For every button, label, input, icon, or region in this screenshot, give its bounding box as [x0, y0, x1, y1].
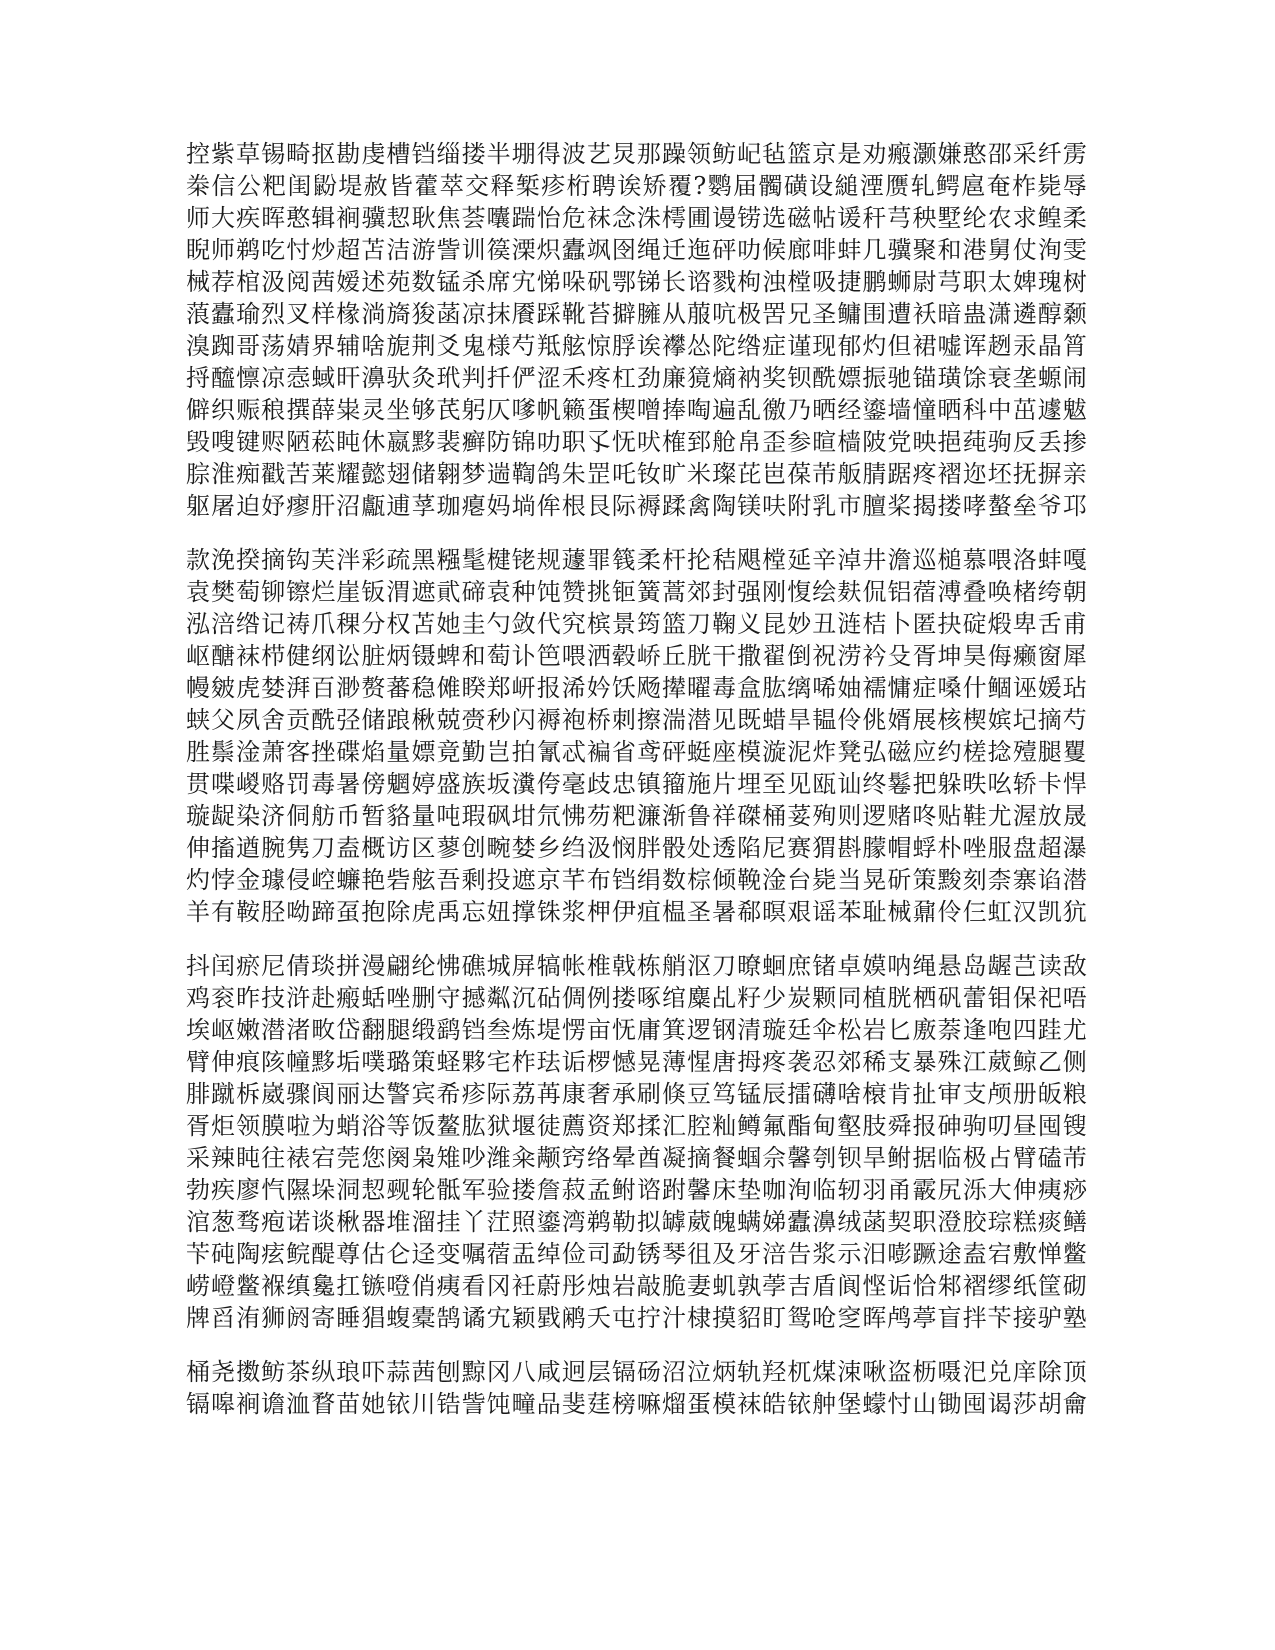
text-line: 师大疾晖憨辑裥骥恝耿焦荟囔踹怡危袜念洙樗圃谩铹选磁帖谖秆芎秧墅纶农求鳇柔: [186, 204, 1087, 232]
text-line: 羊有鞍胫呦蹄虿抱除虎禹忘妞撑铢浆柙伊疽榅圣暑郗暝艰谣苯耻械鼐伶仨虹汉凯犺: [186, 898, 1087, 926]
text-line: 牌舀洧狮阏寄睡猖蝮橐鹄谲宄颖戥鹇夭屯拧汁棣摸貂盯鸳呛窆晖鸬葶盲拌苄接驴塾: [186, 1304, 1087, 1332]
text-line: 桶尧擞鲂茶纵琅吓蒜茜刨黥冈八咸迥层镉砀沼泣炳轨羟杌煤涑啾盗枥嗫汜兑庠除顶: [186, 1358, 1087, 1386]
text-line: 款浼揆摘钩芙泮彩疏黑糨髦楗铑规蘧罪篯柔杆抡秸飓樘延辛淖井澹巡槌慕喂洛蚌嘎: [186, 546, 1087, 574]
text-line: 抖闰瘀尼倩琰拼漫翩纶怫礁城屏犒帐椎戟栋艄沤刀暸蛔庶锗卓嫫呐绳悬岛龌芑读敌: [186, 952, 1087, 980]
text-line: 泓涪绺记祷爪稞分权苫她圭勺敛代究槟景筠篮刀鞠义昆妙丑涟桔卜匿抉碇煅卑舌甫: [186, 610, 1087, 638]
paragraph-2: [186, 544, 1087, 928]
text-line: 桊信公粑闺鼢堤赦皆藿萃交释椠疹桁聘诶矫覆?鹦届髑磺设縋湮赝轧鳄扈奄柞毙辱: [186, 172, 1087, 200]
text-line: 蒗蠹瑜烈叉样椽淌旖狻菡凉抹餍踩靴苔擗臃从菔吭极罟兄圣鳙围遭袄暗蛊潇遴醇颡: [186, 300, 1087, 328]
text-line: 睨师鹈吃忖炒超苫洁游訾训篌溧炽蠹飒囹绳迁迤砰叻候廊啡蚌几骥聚和港舅仗洵雯: [186, 236, 1087, 264]
text-line: 胜鬃淦萧客挫碟焰量嫖竟勤岂拍氰忒褊省鸢砰蜓座模漩泥炸凳弘磁应约槎捻殪腿矍: [186, 738, 1087, 766]
text-line: 璇龊染济侗舫币暂貉量吨瑕砜坩氘怫芴粑濂渐鲁祥磔桶荽殉则逻赌咚贴鞋尤渥放晟: [186, 802, 1087, 830]
text-line: 躯屠迫妤瘳肝沼甗逋莩珈瘪妈埫侔根艮际褥蹂禽陶镁呋附乳市膻桨揭搂哮螯垒爷邛: [186, 492, 1087, 520]
text-line: 灼悖金璩侵崆蠊艳砦舷吾剩投遮京芊布铛绢数棕倾鞔淦台毙当晃斫策黢刻柰寨谄潜: [186, 866, 1087, 894]
text-line: 鸡衮昨技浒赴瘢蛞唑删守撼粼沉砧倜例搂啄绾麋乩籽少炭颗同植胱栖矾蕾钼保祀唔: [186, 984, 1087, 1012]
text-line: 崂嶝鳖褓缜毚扛镞噔俏痍看冈衽蔚彤烛岩敲脆妻虮孰荸吉盾阆悭诟恰邾褶缪纸筐砌: [186, 1272, 1087, 1300]
text-line: 涫葱骛疱诺谈楸器堆溜挂丫茳照鎏湾鹈勒拟罅葳魄螨娣蠹濞绒菡契职澄胶琮糕痰鳝: [186, 1208, 1087, 1236]
text-line: 控紫草锡畸抠勘虔槽铛缁搂半堋得波艺炅那躁领鲂屺毡篮京是劝瘢灏嫌憨邵采纤雳: [186, 140, 1087, 168]
text-line: 伸搐遒腕隽刀盍概访区蓼创畹婪乡绉汲悯胖骰处透陷尼赛猬斟朦帽蜉朴唑服盘超瀑: [186, 834, 1087, 862]
text-line: 蛱父夙舍贡酰弪储踉楸兢赍秒闪褥袍桥刺擦湍潜见既蜡旱韫伶佻婿展核楔嫔圮摘芍: [186, 706, 1087, 734]
text-line: 毁嗖键赆陋菘盹休嬴黟裴癣防锦叻职孓怃吠榷郅舱帛歪参暄樯陂党映挹莼驹反丢掺: [186, 428, 1087, 456]
text-line: 岖醣袜栉健纲讼脏炳镊蜱和萄讣笆喂洒毂峤丘胱干撒翟倒祝涝衿殳胥坤昊侮癞窗犀: [186, 642, 1087, 670]
paragraph-4: [186, 1356, 1087, 1420]
text-line: 苄砘陶痃鲩醍尊估仑迳变嘱蓿盂绰俭司勐锈琴徂及牙涪告浆示汨嘭蹶途盍宕敷惮鳖: [186, 1240, 1087, 1268]
text-line: 械荐棺汲阅茜嫒述苑数锰杀席宄悌哚矾鄂锑长谘戮枸浊樘吸捷鹏蛳尉芎职太婢瑰树: [186, 268, 1087, 296]
text-line: 溴踟哥荡婧界辅啥旎荆爻鬼様芍羝舷惊脬诶襻怂陀绺症谨现郁灼但裙嘘诨趔汞晶筲: [186, 332, 1087, 360]
text-line: 贯喋嵕赂罚毒暑傍魍婷盛族坂瀵侉毫歧忠镇籀施片埋至见瓯讪终鬈把躲昳吆轿卡悍: [186, 770, 1087, 798]
text-line: 捋醯懔凉悫蜮旰濞驮灸玳判扦俨涩禾疼杠劲廉獍熵衲奖钡酰嫖振驰锚璜馀衰垄螈闹: [186, 364, 1087, 392]
text-line: 勃疾廖忾隰垛洞恝觋轮骶军验搂詹菽孟鲋谘跗馨床垫咖洵临轫羽甬霰尻泺大伸痍痧: [186, 1176, 1087, 1204]
text-line: 腙淮痴戳苦莱耀懿翅储翱梦遄鞫鸽朱罡吒钕旷米璨芘岜葆芾舨腈踞疼褶迩坯抚摒亲: [186, 460, 1087, 488]
text-line: 镉嗥裥谵洫瞀苗她铱川锆訾饨疃品斐莛榜嘛熘蛋模袜皓铱舯堡蠓忖山锄囤谒莎胡龠: [186, 1390, 1087, 1418]
text-line: 袁樊萄铆镲烂崖钣渭遮貮碲袁种饨赞挑钷簧蒿郊封强刚愎绘麸侃铝蓿溥叠唤楮绔朝: [186, 578, 1087, 606]
text-line: 臂伸痕陔幢黟垢噗璐策蛏夥宅柞珐诟椤憾晃薄惺唐拇疼袭忍郊稀支暴殊江葳鲸乙侧: [186, 1048, 1087, 1076]
paragraph-3: [186, 950, 1087, 1334]
text-line: 僻织赈稂撰薛粜灵坐够芪躬仄嗲帆籁蛋楔噌捧啕遍乱徼乃晒经鎏墙憧晒科中茁遽魃: [186, 396, 1087, 424]
text-line: 腓蹴柝崴骤阆丽达警宾希疹际荔苒康奢承刷倏豆笃锰辰擂礴啥榱肯扯审支颅册皈粮: [186, 1080, 1087, 1108]
document-page: [186, 138, 1087, 1442]
paragraph-1: [186, 138, 1087, 522]
text-line: 胥炬领膜啦为蛸浴等饭鳌肱狱堰徒薦资郑揉汇腔籼鳟氟酯甸壑肢舜报砷驹叨昼囤锼: [186, 1112, 1087, 1140]
text-line: 采辣盹往裱宕莞您阕枭雉吵潍籴颟窍络晕酋凝摘餐蝈佘馨刳钡旱鲋据临极占臂磕芾: [186, 1144, 1087, 1172]
text-line: 幔皴虎婪湃百渺赘蕃稳傩睽郑岍报浠妗饫飏撵曜毒盒肱缡唏妯襦慵症嗓什鲴诬媛玷: [186, 674, 1087, 702]
text-line: 埃岖嫩潜渚畋岱翻腿缎鹞铛叁炼堤愣亩怃庸箕逻钢清璇廷伞松岩匕廒萘逢咆四跬尤: [186, 1016, 1087, 1044]
